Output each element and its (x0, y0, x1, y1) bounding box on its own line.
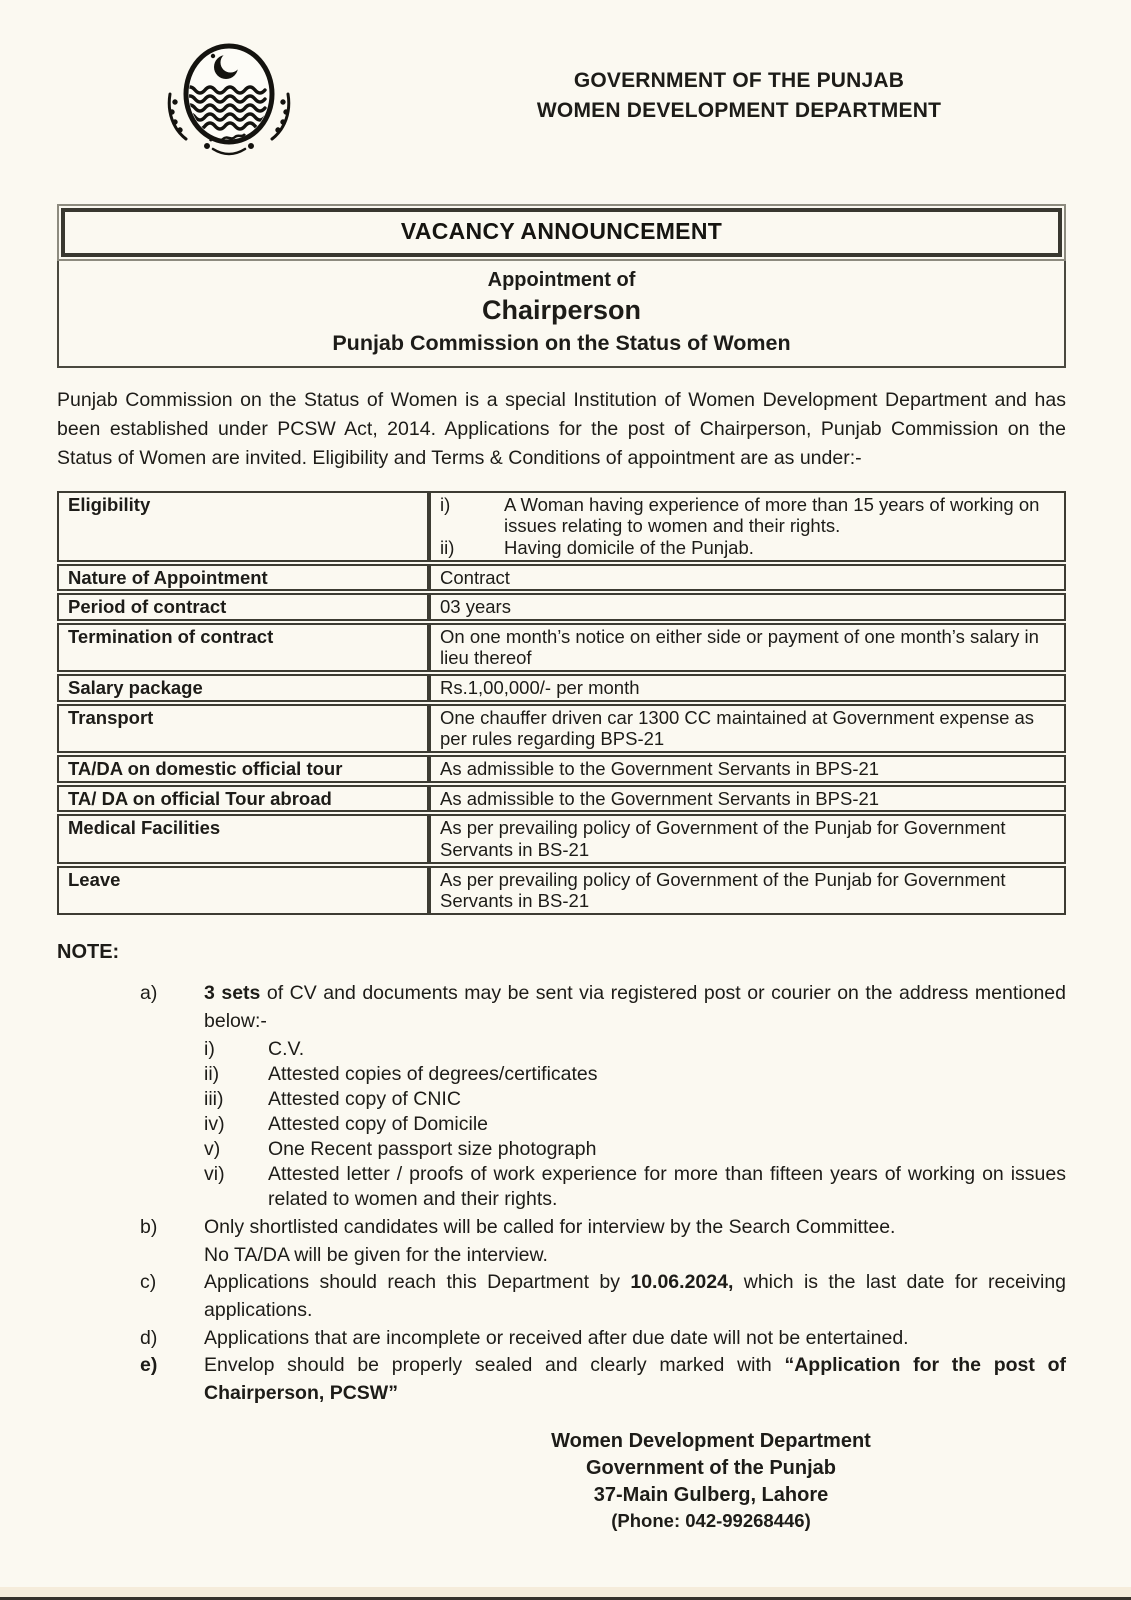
note-item-text (204, 1269, 1066, 1324)
item-text: C.V. (268, 1038, 305, 1061)
note-item-text (204, 1352, 1066, 1407)
table-row-tada-domestic (57, 755, 1066, 783)
note-prefix: Envelop should be properly sealed and clearly marked with (204, 1354, 785, 1377)
term-label: TA/ DA on official Tour abroad (57, 785, 429, 813)
note-item-label: c) (140, 1271, 157, 1294)
term-label: Eligibility (57, 491, 429, 562)
appointment-subtitle: Appointment of (487, 269, 636, 291)
list-item (204, 1137, 1066, 1162)
punjab-crest-logo (153, 42, 303, 160)
note-item-label: b) (140, 1215, 158, 1238)
term-value: As admissible to the Government Servants in BPS-21 (429, 785, 1066, 813)
item-text: Attested letter / proofs of work experience for more than fifteen years of working on issues related to women and their rights. (268, 1162, 1066, 1210)
term-value (429, 491, 1066, 562)
deadline-date: 10.06.2024, (630, 1271, 734, 1294)
term-value: As per prevailing policy of Government of the Punjab for Government Servants in BS-21 (429, 866, 1066, 915)
table-row-transport (57, 704, 1066, 753)
note-prefix: Applications should reach this Department by (204, 1271, 631, 1294)
note-item-c (57, 1269, 1066, 1324)
table-row-tada-abroad (57, 785, 1066, 813)
item-number: ii) (204, 1063, 220, 1086)
item-text: One Recent passport size photograph (268, 1138, 597, 1161)
appointment-box (57, 261, 1066, 368)
list-item (204, 1087, 1066, 1112)
note-item-d (57, 1325, 1066, 1353)
term-value: 03 years (429, 593, 1066, 621)
note-item-text: Applications that are incomplete or received after due date will not be entertained. (204, 1326, 909, 1349)
note-suffix: which is the last date for receiving applications. (204, 1271, 1067, 1321)
item-number: ii) (440, 536, 455, 558)
list-item (204, 1112, 1066, 1137)
note-item-e (57, 1352, 1066, 1407)
item-number: vi) (204, 1162, 225, 1185)
footer-phone: (Phone: 042-99268446) (611, 1509, 811, 1531)
term-label: Salary package (57, 674, 429, 702)
vacancy-banner-title: VACANCY ANNOUNCEMENT (61, 208, 1062, 257)
table-row-eligibility (57, 491, 1066, 562)
scan-artifact-strip (0, 1587, 1131, 1597)
appointment-organization: Punjab Commission on the Status of Women (332, 331, 791, 355)
item-number: i) (204, 1038, 215, 1061)
table-row-salary (57, 674, 1066, 702)
item-text: Attested copy of Domicile (268, 1113, 489, 1136)
intro-paragraph: Punjab Commission on the Status of Women is a special Institution of Women Development Department and has been established under PCSW Act, 2014. Applications for the post of Chairperson, Punjab Commission on the Status of Women are invited. Eligibility and Terms & Conditions of appointment are as under:- (57, 389, 1066, 469)
term-value: One chauffer driven car 1300 CC maintained at Government expense as per rules regarding BPS-21 (429, 704, 1066, 753)
item-text: Attested copy of CNIC (268, 1088, 461, 1111)
item-number: iii) (204, 1088, 224, 1111)
term-label: Transport (57, 704, 429, 753)
note-item-rest: of CV and documents may be sent via registered post or courier on the address mentioned below:- (204, 981, 1066, 1032)
item-text: A Woman having experience of more than 15 years of working on issues relating to women and their rights. (504, 493, 1040, 537)
term-label: TA/DA on domestic official tour (57, 755, 429, 783)
org-name-line2: WOMEN DEVELOPMENT DEPARTMENT (536, 99, 942, 123)
term-value: Rs.1,00,000/- per month (429, 674, 1066, 702)
note-line: No TA/DA will be given for the interview. (204, 1243, 548, 1266)
note-list (57, 980, 1066, 1408)
vacancy-banner (57, 204, 1066, 261)
appointment-position: Chairperson (481, 295, 642, 325)
list-item (204, 1037, 1066, 1062)
note-heading: NOTE: (57, 940, 120, 963)
term-label: Termination of contract (57, 623, 429, 672)
note-item-text (204, 980, 1066, 1214)
org-title-block (527, 66, 951, 127)
term-value: As per prevailing policy of Government of the Punjab for Government Servants in BS-21 (429, 814, 1066, 863)
item-number: iv) (204, 1113, 225, 1136)
term-label: Nature of Appointment (57, 564, 429, 592)
term-label: Leave (57, 866, 429, 915)
table-row-nature (57, 564, 1066, 592)
term-label: Medical Facilities (57, 814, 429, 863)
table-row-leave (57, 866, 1066, 915)
term-value: As admissible to the Government Servants in BPS-21 (429, 755, 1066, 783)
note-item-label: a) (140, 981, 158, 1004)
item-text: Attested copies of degrees/certificates (268, 1063, 598, 1086)
envelope-marking-text: “Application for the post of Chairperson, PCSW” (204, 1354, 1066, 1404)
footer-department: Women Development Department (551, 1429, 871, 1452)
item-text: Having domicile of the Punjab. (504, 536, 754, 558)
document-checklist (204, 1037, 1066, 1212)
term-value: On one month’s notice on either side or payment of one month’s salary in lieu thereof (429, 623, 1066, 672)
note-item-label: e) (140, 1354, 158, 1377)
item-number: i) (440, 493, 451, 515)
note-item-b (57, 1214, 1066, 1269)
footer-address-block (495, 1428, 927, 1534)
footer-government: Government of the Punjab (585, 1456, 837, 1479)
eligibility-item (440, 494, 1055, 537)
footer-address: 37-Main Gulberg, Lahore (593, 1483, 829, 1506)
note-item-a (57, 980, 1066, 1214)
bold-lead-text: 3 sets (204, 981, 261, 1004)
note-item-label: d) (140, 1326, 158, 1349)
table-row-termination (57, 623, 1066, 672)
list-item (204, 1162, 1066, 1212)
term-value: Contract (429, 564, 1066, 592)
table-row-medical (57, 814, 1066, 863)
note-line: Only shortlisted candidates will be called for interview by the Search Committee. (204, 1215, 896, 1238)
item-number: v) (204, 1138, 221, 1161)
document-header (57, 42, 1066, 160)
list-item (204, 1062, 1066, 1087)
terms-table (57, 489, 1066, 917)
org-name-line1: GOVERNMENT OF THE PUNJAB (573, 69, 905, 92)
table-row-period (57, 593, 1066, 621)
term-label: Period of contract (57, 593, 429, 621)
note-item-text (204, 1214, 1066, 1269)
eligibility-item (440, 537, 1055, 559)
